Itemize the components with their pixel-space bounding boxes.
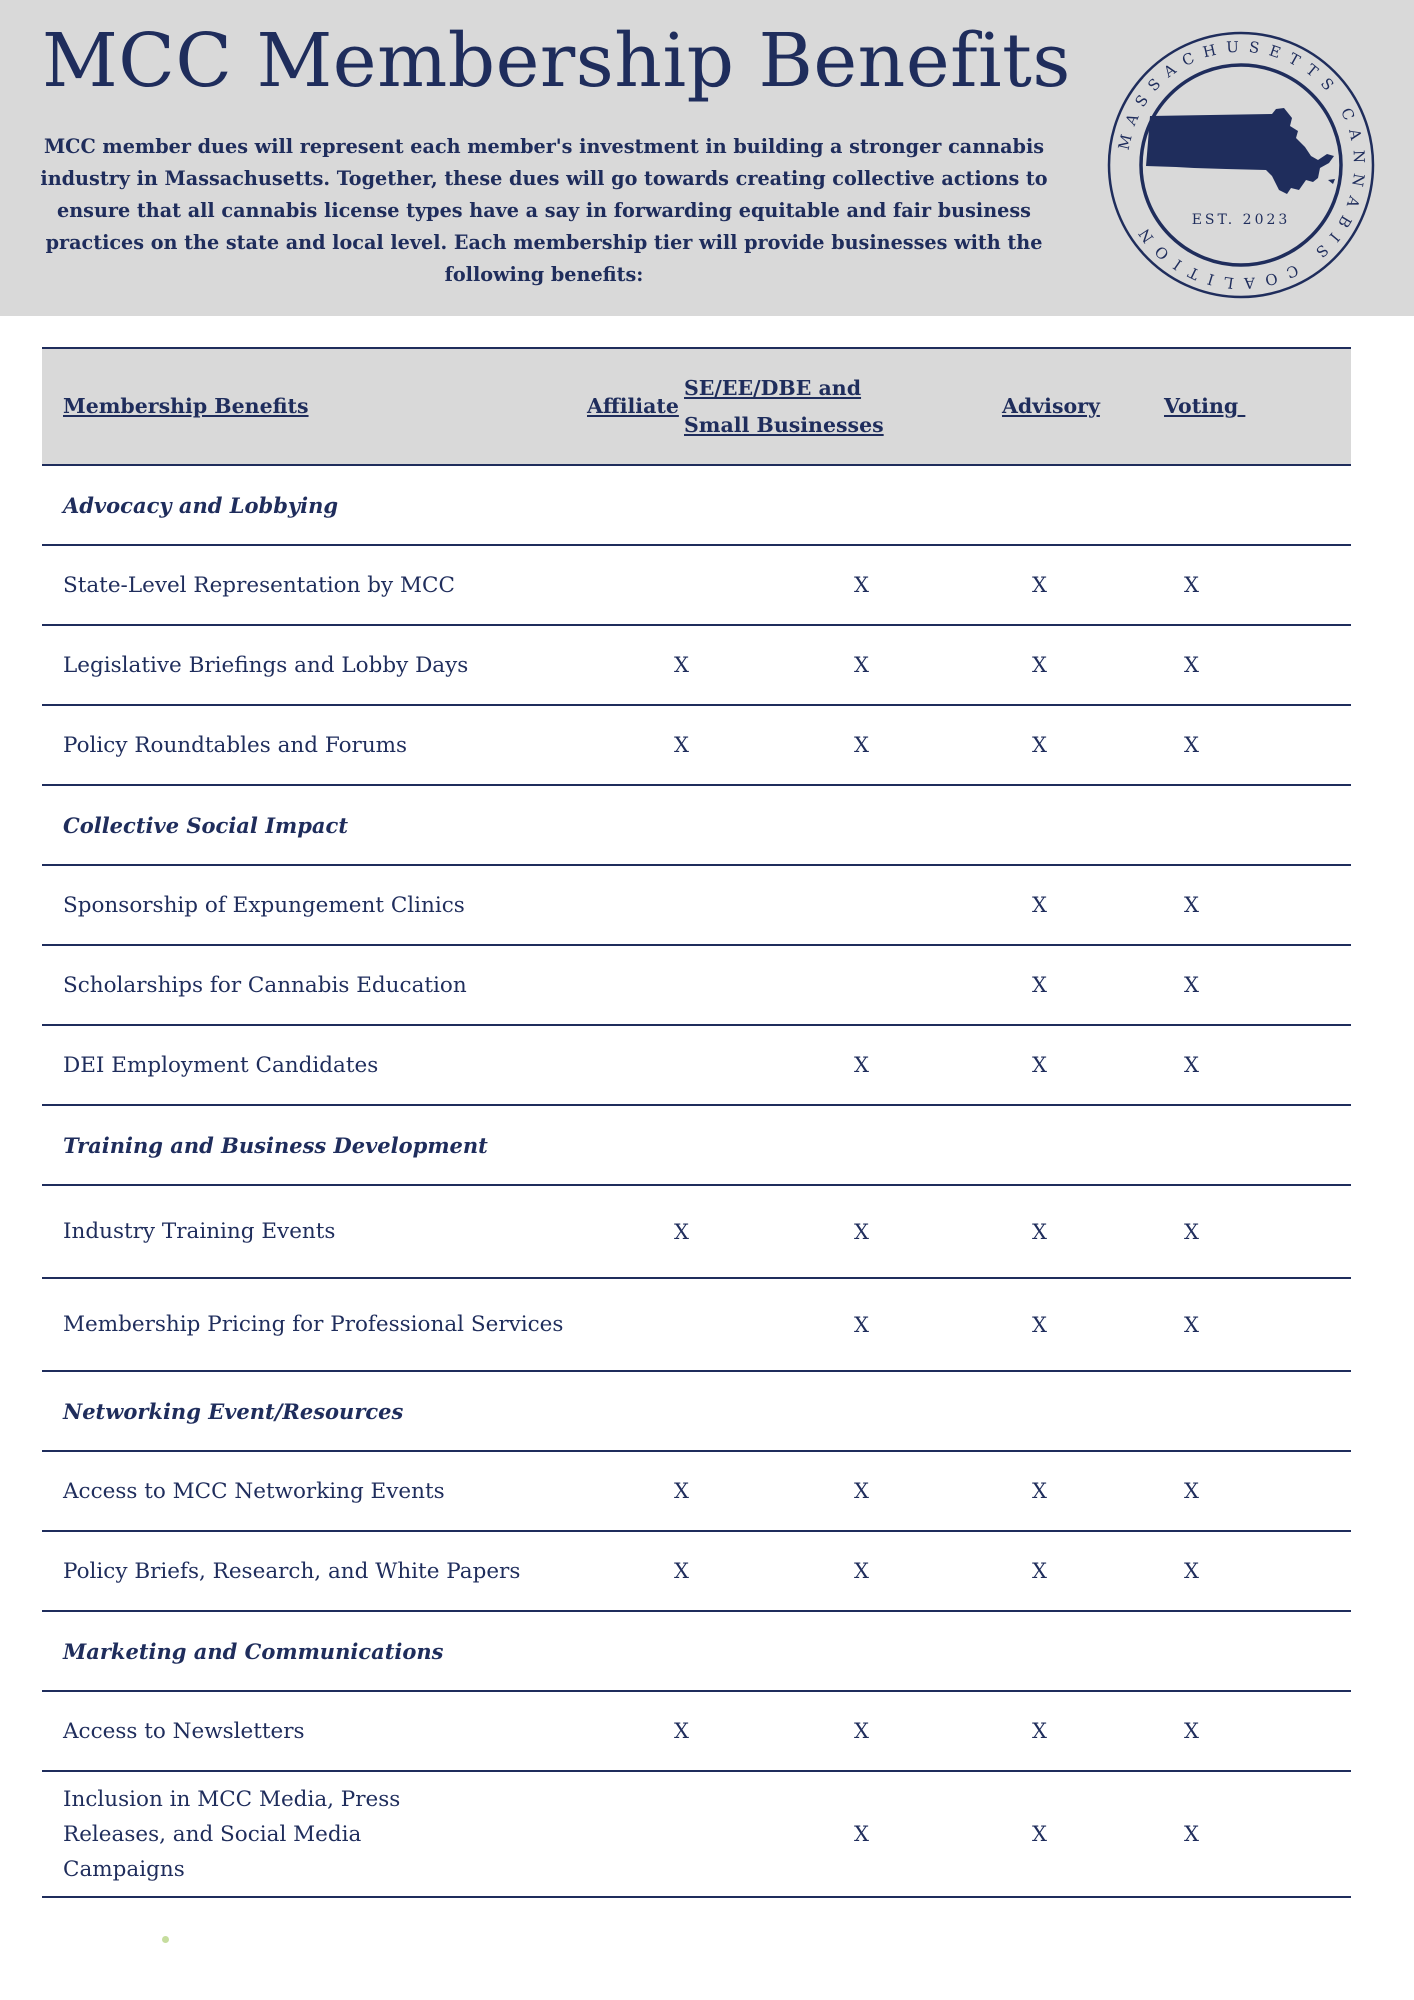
benefit-name: Scholarships for Cannabis Education — [63, 972, 467, 998]
table-row — [42, 705, 1351, 785]
se-mark — [743, 945, 986, 1025]
advisory-mark: X — [1032, 1479, 1047, 1503]
table-row — [42, 1691, 1351, 1771]
table-header-row — [42, 348, 1351, 465]
table-row — [42, 1531, 1351, 1611]
col-header-advisory: Advisory — [1002, 394, 1100, 418]
se-mark: X — [854, 1822, 869, 1846]
table-row — [42, 625, 1351, 705]
affiliate-mark — [566, 1771, 743, 1897]
affiliate-mark: X — [674, 733, 689, 757]
intro-paragraph: MCC member dues will represent each member's investment in building a stronger cannabis industry in Massachusetts. Together, these dues will go towards creating collective actions to ensure that all cannabis license types have a say in forwarding equitable and fair business practices on the state and local level. Each membership tier will provide businesses with the following benefits: — [40, 135, 1048, 286]
se-mark: X — [854, 1053, 869, 1077]
advisory-mark: X — [1032, 653, 1047, 677]
seal-ring-text: MASSACHUSETTS CANNABIS COALITION — [1114, 37, 1369, 293]
category-label: Collective Social Impact — [63, 812, 349, 838]
advisory-mark: X — [1032, 573, 1047, 597]
col-header-voting: Voting — [1164, 394, 1246, 418]
coalition-seal-logo — [1106, 30, 1376, 300]
benefit-name: Sponsorship of Expungement Clinics — [63, 892, 465, 918]
category-label: Advocacy and Lobbying — [63, 492, 339, 518]
benefit-name: Industry Training Events — [63, 1219, 336, 1244]
voting-mark: X — [1184, 653, 1199, 677]
voting-mark: X — [1184, 1559, 1199, 1583]
affiliate-mark — [566, 865, 743, 945]
voting-mark: X — [1184, 1479, 1199, 1503]
advisory-mark: X — [1032, 1053, 1047, 1077]
table-row — [42, 1771, 1351, 1897]
se-mark — [743, 865, 986, 945]
category-row — [42, 1105, 1351, 1185]
advisory-mark: X — [1032, 973, 1047, 997]
affiliate-mark — [566, 1278, 743, 1371]
advisory-mark: X — [1032, 1822, 1047, 1846]
affiliate-mark: X — [674, 653, 689, 677]
benefit-name: Policy Roundtables and Forums — [63, 732, 408, 758]
benefit-name: Legislative Briefings and Lobby Days — [63, 652, 469, 678]
voting-mark: X — [1184, 1312, 1199, 1337]
affiliate-mark — [566, 1025, 743, 1105]
table-row — [42, 1278, 1351, 1371]
decorative-dot — [162, 1936, 169, 1943]
table-row — [42, 865, 1351, 945]
affiliate-mark: X — [674, 1219, 689, 1244]
voting-mark: X — [1184, 893, 1199, 917]
category-label: Networking Event/Resources — [63, 1398, 404, 1424]
affiliate-mark: X — [674, 1559, 689, 1583]
category-row — [42, 1611, 1351, 1691]
col-header-membership-benefits: Membership Benefits — [63, 394, 309, 418]
advisory-mark: X — [1032, 1219, 1047, 1244]
se-mark: X — [854, 653, 869, 677]
advisory-mark: X — [1032, 733, 1047, 757]
category-label: Training and Business Development — [63, 1132, 488, 1158]
affiliate-mark: X — [674, 1479, 689, 1503]
benefit-name: State-Level Representation by MCC — [63, 572, 455, 598]
affiliate-mark — [566, 945, 743, 1025]
advisory-mark: X — [1032, 1312, 1047, 1337]
voting-mark: X — [1184, 1822, 1199, 1846]
seal-est-text: EST. 2023 — [1191, 212, 1291, 228]
table-row — [42, 1025, 1351, 1105]
col-header-se-line2: Small Businesses — [684, 412, 884, 437]
voting-mark: X — [1184, 1219, 1199, 1244]
col-header-se-ee-dbe — [684, 348, 986, 465]
affiliate-mark — [566, 545, 743, 625]
benefit-name: Policy Briefs, Research, and White Papers — [63, 1558, 521, 1584]
table-row — [42, 1185, 1351, 1278]
advisory-mark: X — [1032, 1559, 1047, 1583]
se-mark: X — [854, 1219, 869, 1244]
voting-mark: X — [1184, 733, 1199, 757]
category-row — [42, 785, 1351, 865]
table-row — [42, 1451, 1351, 1531]
table-row — [42, 545, 1351, 625]
se-mark: X — [854, 1479, 869, 1503]
affiliate-mark: X — [674, 1719, 689, 1743]
benefit-name: Access to Newsletters — [63, 1718, 305, 1744]
category-row — [42, 1371, 1351, 1451]
benefit-name: DEI Employment Candidates — [63, 1052, 379, 1078]
voting-mark: X — [1184, 1053, 1199, 1077]
col-header-affiliate: Affiliate — [587, 394, 679, 418]
benefits-table-container — [42, 347, 1351, 1898]
category-label: Marketing and Communications — [63, 1638, 444, 1664]
benefit-name: Access to MCC Networking Events — [63, 1478, 445, 1504]
benefit-name: Inclusion in MCC Media, Press Releases, and Social Media Campaigns — [63, 1786, 401, 1882]
col-header-se-line1: SE/EE/DBE and — [684, 375, 862, 400]
se-mark: X — [854, 1559, 869, 1583]
advisory-mark: X — [1032, 1719, 1047, 1743]
se-mark: X — [854, 733, 869, 757]
benefits-table — [42, 347, 1351, 1898]
table-row — [42, 945, 1351, 1025]
se-mark: X — [854, 1719, 869, 1743]
category-row — [42, 465, 1351, 545]
benefit-name: Membership Pricing for Professional Services — [63, 1312, 564, 1337]
voting-mark: X — [1184, 973, 1199, 997]
voting-mark: X — [1184, 1719, 1199, 1743]
se-mark: X — [854, 1312, 869, 1337]
se-mark: X — [854, 573, 869, 597]
massachusetts-map-icon — [1146, 108, 1334, 194]
header-banner — [0, 0, 1414, 316]
page-title: MCC Membership Benefits — [42, 18, 1071, 104]
advisory-mark: X — [1032, 893, 1047, 917]
voting-mark: X — [1184, 573, 1199, 597]
